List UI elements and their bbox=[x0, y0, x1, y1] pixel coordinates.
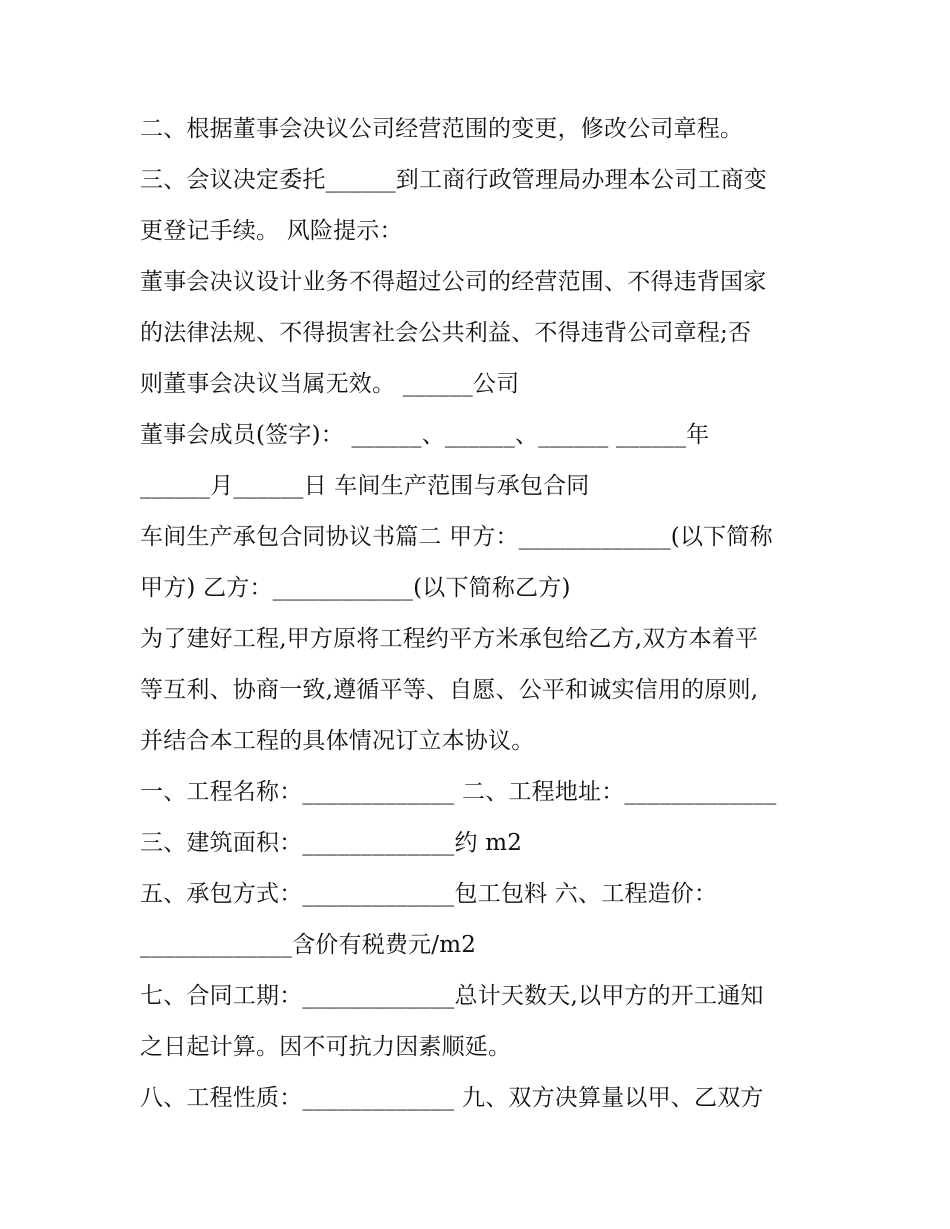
text-line: 等互利、协商一致,遵循平等、自愿、公平和诚实信用的原则, bbox=[140, 677, 759, 703]
text-line: 更登记手续。 风险提示： bbox=[140, 218, 403, 244]
text-line: 五、承包方式：_____________包工包料 六、工程造价： bbox=[140, 881, 718, 907]
text-line: 三、建筑面积：_____________约 m2 bbox=[140, 830, 523, 856]
text-line: _____________含价有税费元/m2 bbox=[140, 932, 477, 958]
text-line: 车间生产承包合同协议书篇二 甲方：_____________(以下简称 bbox=[140, 524, 773, 550]
text-line: 甲方) 乙方：____________(以下简称乙方) bbox=[140, 575, 571, 601]
text-line: 之日起计算。因不可抗力因素顺延。 bbox=[140, 1034, 512, 1060]
text-line: 并结合本工程的具体情况订立本协议。 bbox=[140, 728, 535, 754]
text-line: 二、根据董事会决议公司经营范围的变更，修改公司章程。 bbox=[140, 116, 744, 142]
text-line: ______月______日 车间生产范围与承包合同 bbox=[140, 473, 590, 499]
text-line: 的法律法规、不得损害社会公共利益、不得违背公司章程;否 bbox=[140, 320, 752, 346]
document-body bbox=[140, 104, 830, 1124]
text-line: 董事会决议设计业务不得超过公司的经营范围、不得违背国家 bbox=[140, 269, 767, 295]
text-line: 一、工程名称：_____________ 二、工程地址：_____________ bbox=[140, 779, 777, 805]
text-line: 三、会议决定委托______到工商行政管理局办理本公司工商变 bbox=[140, 167, 767, 193]
text-line: 七、合同工期：_____________总计天数天,以甲方的开工通知 bbox=[140, 983, 764, 1009]
text-line: 则董事会决议当属无效。 ______公司 bbox=[140, 371, 520, 397]
text-line: 董事会成员(签字)： ______、______、______ ______年 bbox=[140, 422, 710, 448]
text-line: 为了建好工程,甲方原将工程约平方米承包给乙方,双方本着平 bbox=[140, 626, 759, 652]
text-line: 八、工程性质：_____________ 九、双方决算量以甲、乙双方 bbox=[140, 1085, 764, 1111]
